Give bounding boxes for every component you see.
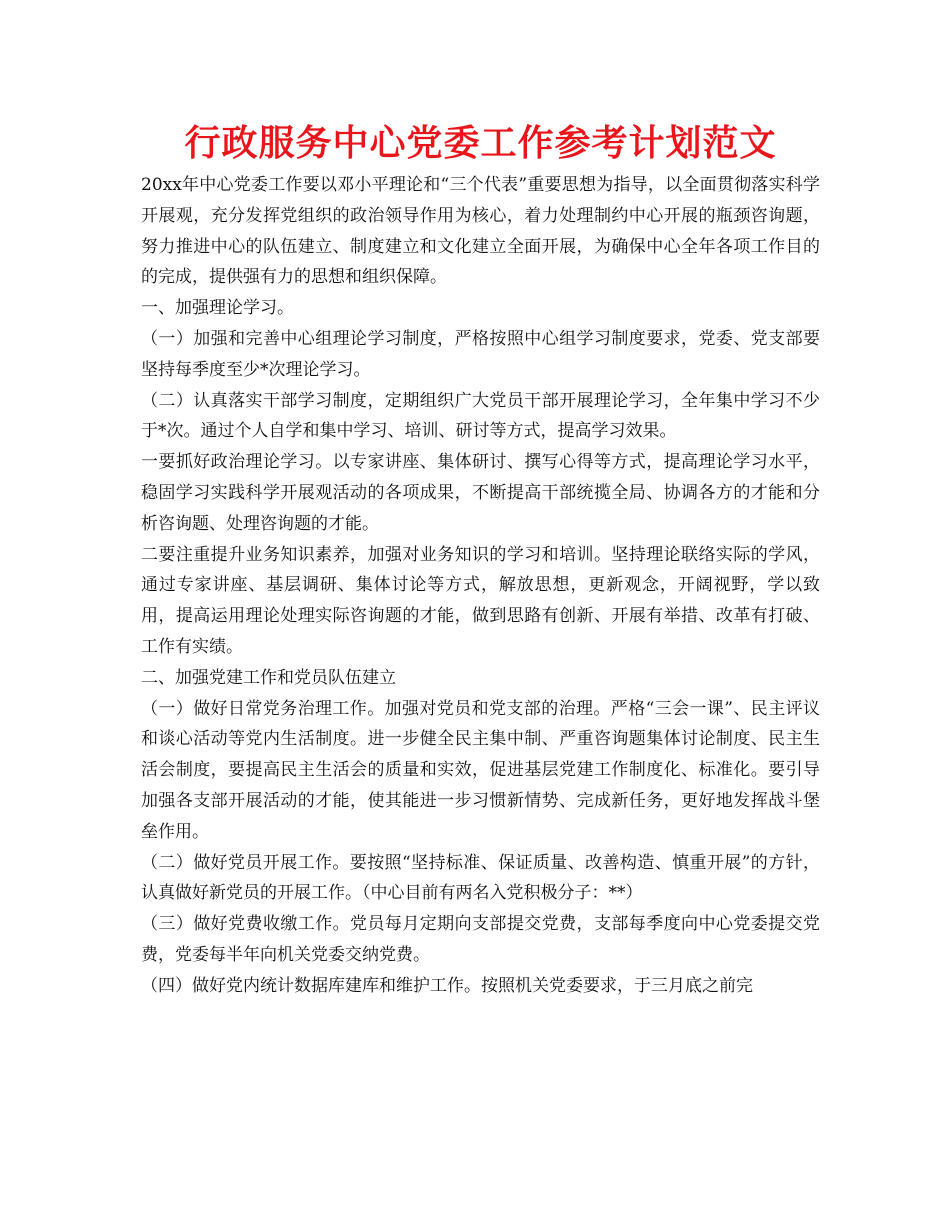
paragraph-1-3: 一要抓好政治理论学习。以专家讲座、集体研讨、撰写心得等方式，提高理论学习水平，稳固学习实践科学开展观活动的各项成果，不断提高干部统揽全局、协调各方的才能和分析咨询题、处理咨询题的才能。 <box>141 452 820 534</box>
document-body <box>141 170 820 1002</box>
paragraph-2-2: （二）做好党员开展工作。要按照“坚持标准、保证质量、改善构造、慎重开展”的方针，认真做好新党员的开展工作。（中心目前有两名入党积极分子：**） <box>141 852 820 904</box>
document-title: 行政服务中心党委工作参考计划范文 <box>184 123 777 164</box>
paragraph-1-4: 二要注重提升业务知识素养，加强对业务知识的学习和培训。坚持理论联络实际的学风，通过专家讲座、基层调研、集体讨论等方式，解放思想，更新观念，开阔视野，学以致用，提高运用理论处理实际咨询题的才能，做到思路有创新、开展有举措、改革有打破、工作有实绩。 <box>141 544 820 657</box>
paragraph-2-1: （一）做好日常党务治理工作。加强对党员和党支部的治理。严格“三会一课”、民主评议和谈心活动等党内生活制度。进一步健全民主集中制、严重咨询题集体讨论制度、民主生活会制度，要提高民主生活会的质量和实效，促进基层党建工作制度化、标准化。要引导加强各支部开展活动的才能，使其能进一步习惯新情势、完成新任务，更好地发挥战斗堡垒作用。 <box>141 698 820 842</box>
paragraph-1-1: （一）加强和完善中心组理论学习制度，严格按照中心组学习制度要求，党委、党支部要坚持每季度至少*次理论学习。 <box>141 328 820 380</box>
paragraph-1-2: （二）认真落实干部学习制度，定期组织广大党员干部开展理论学习，全年集中学习不少于*次。通过个人自学和集中学习、培训、研讨等方式，提高学习效果。 <box>141 390 820 442</box>
paragraph-intro: 20xx年中心党委工作要以邓小平理论和“三个代表”重要思想为指导，以全面贯彻落实科学开展观，充分发挥党组织的政治领导作用为核心，着力处理制约中心开展的瓶颈咨询题，努力推进中心的队伍建立、制度建立和文化建立全面开展，为确保中心全年各项工作目的的完成，提供强有力的思想和组织保障。 <box>141 175 820 288</box>
paragraph-2-4: （四）做好党内统计数据库建库和维护工作。按照机关党委要求，于三月底之前完 <box>141 975 753 996</box>
section-heading-2: 二、加强党建工作和党员队伍建立 <box>141 667 396 688</box>
section-heading-1: 一、加强理论学习。 <box>141 298 294 319</box>
paragraph-2-3: （三）做好党费收缴工作。党员每月定期向支部提交党费，支部每季度向中心党委提交党费，党委每半年向机关党委交纳党费。 <box>141 914 820 965</box>
